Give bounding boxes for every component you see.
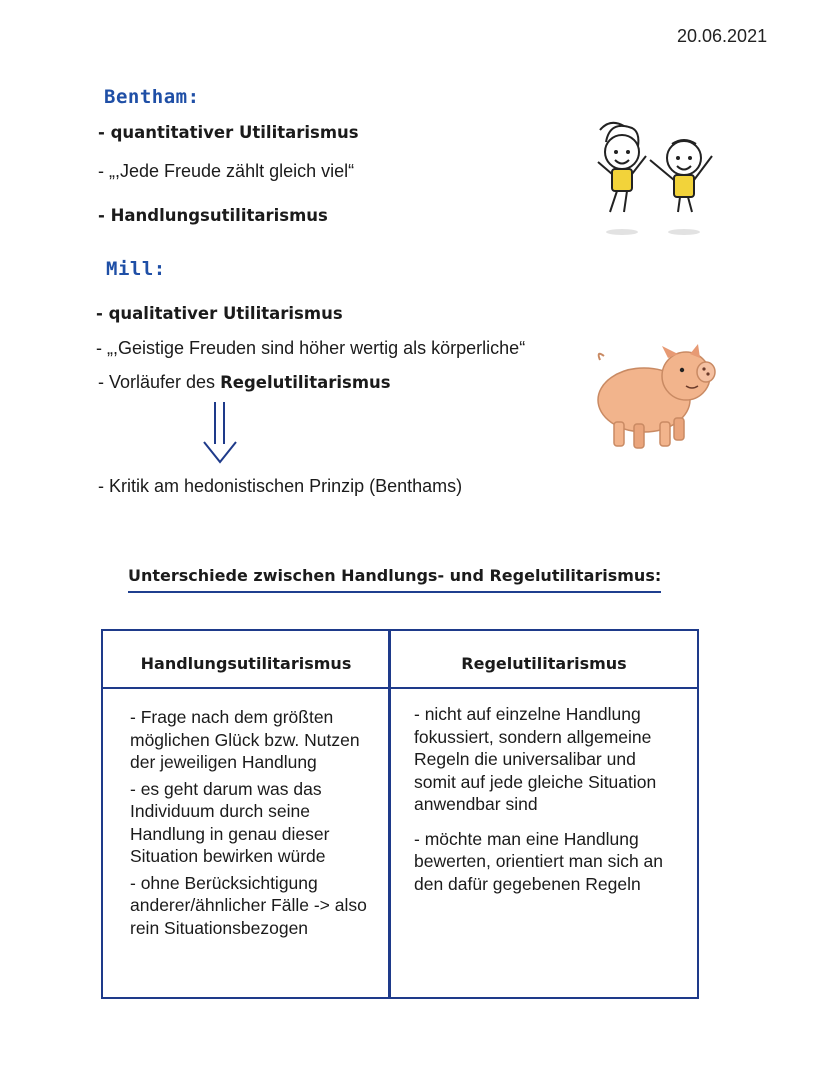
table-cell-left <box>130 706 368 943</box>
mill-item-3-bold: Regelutilitarismus <box>220 373 391 392</box>
table-header-handlungsutilitarismus: Handlungsutilitarismus <box>140 654 352 673</box>
differences-heading: Unterschiede zwischen Handlungs- und Regelutilitarismus: <box>128 566 661 593</box>
mill-item-1: - qualitativer Utilitarismus <box>96 304 343 323</box>
bentham-heading: Bentham: <box>104 86 200 108</box>
bentham-item-3: - Handlungsutilitarismus <box>98 206 328 225</box>
mill-item-3 <box>98 372 391 393</box>
table-divider-horizontal <box>101 687 699 689</box>
mill-item-2: - „,Geistige Freuden sind höher wertig als körperliche“ <box>96 338 526 358</box>
mill-criticism: - Kritik am hedonistischen Prinzip (Benthams) <box>98 476 463 496</box>
bentham-item-1: - quantitativer Utilitarismus <box>98 123 359 142</box>
right-point-2: - möchte man eine Handlung bewerten, orientiert man sich an den dafür gegebenen Regeln <box>414 828 664 894</box>
left-point-2: - es geht darum was das Individuum durch seine Handlung in genau dieser Situation bewirken würde <box>130 778 330 866</box>
pig-illustration <box>590 342 720 454</box>
right-point-1: - nicht auf einzelne Handlung fokussiert, sondern allgemeine Regeln die universalibar und somit auf jede gleiche Situation anwendbar sind <box>414 704 657 814</box>
bentham-item-2: - „,Jede Freude zählt gleich viel“ <box>98 161 355 181</box>
left-point-1: - Frage nach dem größten möglichen Glück bzw. Nutzen der jeweiligen Handlung <box>130 707 360 772</box>
mill-item-3-prefix: - Vorläufer des <box>98 372 221 392</box>
date: 20.06.2021 <box>677 26 768 46</box>
table-divider-vertical <box>388 629 391 999</box>
table-cell-right <box>414 703 676 899</box>
mill-heading: Mill: <box>106 258 166 280</box>
left-point-3: - ohne Berücksichtigung anderer/ähnlicher Fälle -> also rein Situationsbezogen <box>130 872 367 938</box>
double-arrow-down-icon <box>200 400 242 466</box>
table-header-regelutilitarismus: Regelutilitarismus <box>461 654 627 673</box>
kids-jumping-illustration <box>580 112 730 240</box>
